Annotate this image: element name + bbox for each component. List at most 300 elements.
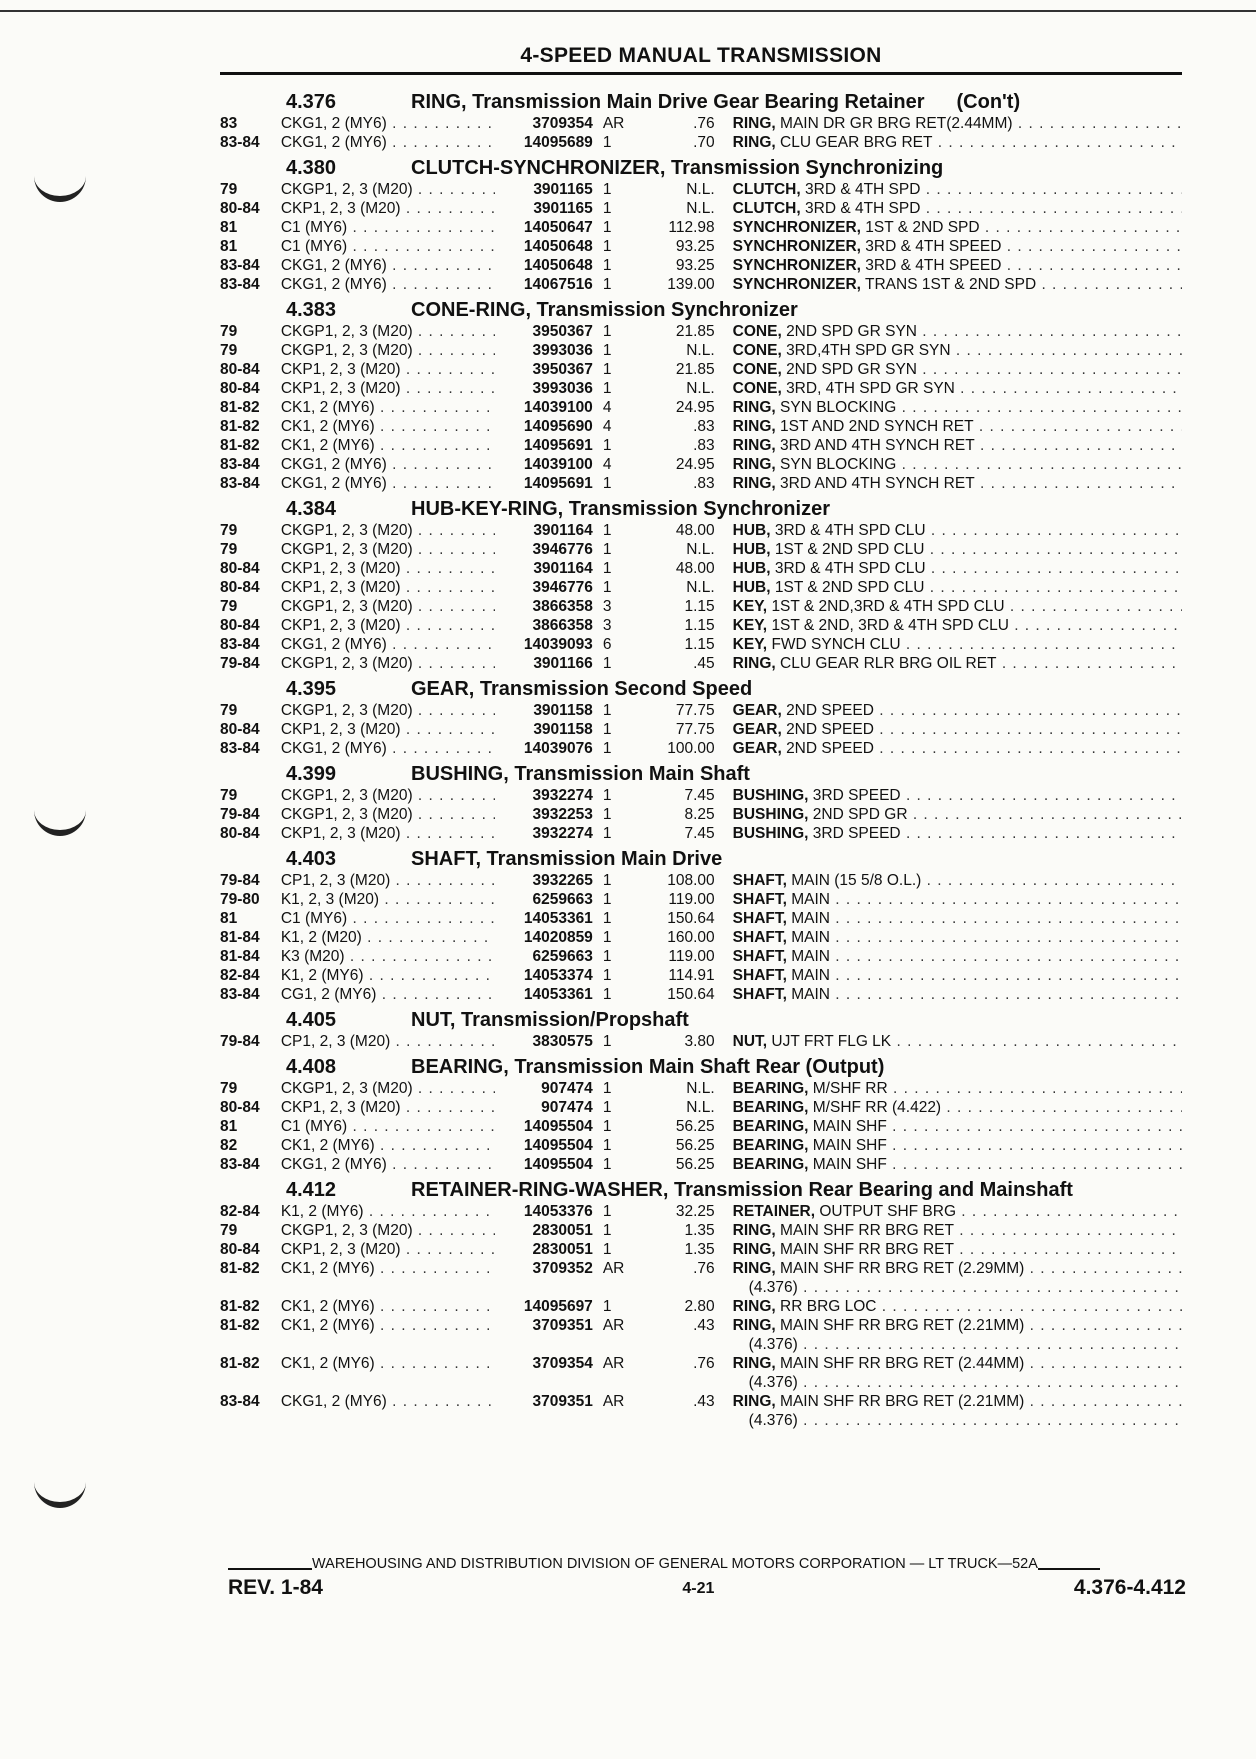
- description-line: [733, 909, 1182, 928]
- description-continuation: (4.376) . . .: [733, 1373, 1182, 1392]
- part-detail: MAIN DR GR BRG RET(2.44MM): [780, 115, 1013, 132]
- price: N.L.: [686, 181, 715, 198]
- part-description: [715, 1136, 1182, 1155]
- part-description: [715, 180, 1182, 199]
- section-header: [220, 1174, 1182, 1202]
- model-years: 79: [220, 181, 238, 198]
- part-number: 14067516: [523, 276, 593, 293]
- part-row: [220, 218, 1182, 237]
- part-description: [715, 928, 1182, 947]
- model-code: CP1, 2, 3 (M20) . . .: [281, 1032, 495, 1051]
- part-description: [715, 616, 1182, 635]
- part-description: [715, 597, 1182, 616]
- part-description: [715, 1221, 1182, 1240]
- part-detail: MAIN SHF: [812, 1137, 887, 1154]
- model-years: 80-84: [220, 721, 260, 738]
- section-code: 4.384: [286, 498, 337, 520]
- model-years: 81-84: [220, 929, 260, 946]
- description-line: [733, 114, 1182, 133]
- part-noun: SYNCHRONIZER,: [732, 276, 861, 293]
- price: 108.00: [667, 872, 715, 889]
- part-detail: FWD SYNCH CLU: [771, 636, 901, 653]
- part-detail: MAIN: [791, 891, 830, 908]
- section-title: HUB-KEY-RING, Transmission Synchronizer: [411, 498, 830, 520]
- model-years: 80-84: [220, 617, 260, 634]
- model-code: K3 (M20) . . .: [281, 947, 495, 966]
- part-description: [715, 1297, 1182, 1316]
- part-number: 14095691: [523, 475, 593, 492]
- price: 21.85: [675, 361, 715, 378]
- description-line: [733, 635, 1182, 654]
- part-detail: MAIN SHF RR BRG RET (2.44MM): [780, 1355, 1025, 1372]
- part-number: 3946776: [532, 579, 593, 596]
- price: 93.25: [675, 238, 715, 255]
- model-years: 81-82: [220, 418, 260, 435]
- part-number: 14053361: [523, 986, 593, 1003]
- model-code: C1 (MY6) . . .: [281, 237, 495, 256]
- price: .43: [693, 1317, 715, 1334]
- part-noun: RING,: [732, 475, 776, 492]
- part-number: 3709351: [532, 1317, 593, 1334]
- part-detail: 3RD & 4TH SPD: [805, 181, 921, 198]
- model-code: K1, 2 (M20) . . .: [281, 928, 495, 947]
- model-code: CKGP1, 2, 3 (M20) . . .: [281, 597, 495, 616]
- part-detail: M/SHF RR (4.422): [812, 1099, 942, 1116]
- part-row: [220, 928, 1182, 947]
- part-number: 3901158: [533, 721, 593, 738]
- part-detail: 1ST AND 2ND SYNCH RET: [780, 418, 974, 435]
- part-noun: CONE,: [732, 361, 782, 378]
- section-header: [220, 493, 1182, 521]
- part-row: [220, 1079, 1182, 1098]
- part-noun: KEY,: [732, 636, 768, 653]
- part-number: 3950367: [532, 323, 593, 340]
- price: 114.91: [668, 967, 715, 984]
- part-number: 14095504: [523, 1118, 593, 1135]
- part-detail: 3RD & 4TH SPD: [805, 200, 921, 217]
- part-detail: 3RD SPEED: [812, 787, 901, 804]
- section-code: 4.380: [286, 157, 337, 179]
- part-description: [715, 275, 1182, 294]
- part-detail: SYN BLOCKING: [780, 456, 897, 473]
- price: 1.15: [684, 636, 715, 653]
- part-description: [715, 720, 1182, 739]
- description-line: [733, 1297, 1182, 1316]
- model-years: 83-84: [220, 740, 260, 757]
- price: 160.00: [667, 929, 715, 946]
- description-line: [733, 436, 1182, 455]
- description-continuation: (4.376) . . .: [733, 1411, 1182, 1430]
- part-detail: RR BRG LOC: [780, 1298, 877, 1315]
- price: .76: [693, 1260, 715, 1277]
- part-row: [220, 133, 1182, 152]
- part-number: 3709354: [532, 1355, 593, 1372]
- part-detail: 2ND SPEED: [786, 721, 874, 738]
- section-title: SHAFT, Transmission Main Drive: [411, 848, 723, 870]
- price: 119.00: [668, 891, 715, 908]
- price: 1.35: [684, 1241, 715, 1258]
- part-description: [715, 635, 1182, 654]
- part-description: [715, 341, 1182, 360]
- quantity: 3: [602, 617, 612, 634]
- model-code: CK1, 2 (MY6) . . .: [281, 1259, 495, 1297]
- part-number: 3866358: [532, 598, 593, 615]
- part-noun: SYNCHRONIZER,: [732, 238, 861, 255]
- catalog-section: [220, 1174, 1182, 1430]
- part-row: [220, 1117, 1182, 1136]
- part-number: 3932274: [532, 825, 593, 842]
- model-code: CK1, 2 (MY6) . . .: [281, 436, 495, 455]
- section-code: 4.376: [286, 91, 337, 113]
- price: 24.95: [675, 399, 715, 416]
- part-number: 3932274: [532, 787, 593, 804]
- model-years: 80-84: [220, 825, 260, 842]
- description-line: [733, 1221, 1182, 1240]
- section-title: RING, Transmission Main Drive Gear Bearing Retainer: [411, 91, 925, 113]
- part-description: [715, 417, 1182, 436]
- model-years: 79-84: [220, 655, 260, 672]
- part-number: 3932265: [532, 872, 593, 889]
- model-years: 81: [220, 910, 238, 927]
- part-noun: CONE,: [732, 342, 782, 359]
- part-description: [715, 1155, 1182, 1174]
- model-code: CK1, 2 (MY6) . . .: [281, 417, 495, 436]
- part-noun: NUT,: [732, 1033, 768, 1050]
- catalog-section: [220, 673, 1182, 758]
- model-years: 82-84: [220, 967, 260, 984]
- part-row: [220, 871, 1182, 890]
- model-years: 79-84: [220, 1033, 260, 1050]
- part-detail: CLU GEAR RLR BRG OIL RET: [780, 655, 997, 672]
- model-years: 79: [220, 702, 238, 719]
- quantity: AR: [602, 1393, 625, 1410]
- model-code: CKGP1, 2, 3 (M20) . . .: [281, 341, 495, 360]
- model-years: 79: [220, 342, 238, 359]
- model-code: CKG1, 2 (MY6) . . .: [281, 114, 495, 133]
- part-detail: 3RD & 4TH SPEED: [865, 238, 1002, 255]
- model-code: CKP1, 2, 3 (M20) . . .: [281, 559, 495, 578]
- part-noun: CONE,: [732, 380, 782, 397]
- price: 77.75: [675, 721, 715, 738]
- model-years: 83-84: [220, 1156, 260, 1173]
- model-code: CK1, 2 (MY6) . . .: [281, 1297, 495, 1316]
- description-line: [733, 417, 1182, 436]
- part-row: [220, 1032, 1182, 1051]
- part-number: 3901158: [533, 702, 593, 719]
- part-noun: SHAFT,: [732, 948, 787, 965]
- section-header: [220, 86, 1182, 114]
- price: 32.25: [675, 1203, 715, 1220]
- part-detail: 2ND SPEED: [786, 740, 874, 757]
- model-code: CKP1, 2, 3 (M20) . . .: [281, 1098, 495, 1117]
- quantity: 1: [602, 1080, 612, 1097]
- description-line: [733, 1392, 1182, 1411]
- part-row: [220, 739, 1182, 758]
- quantity: 1: [602, 1298, 612, 1315]
- model-years: 79: [220, 1222, 238, 1239]
- part-row: [220, 1136, 1182, 1155]
- quantity: 1: [602, 702, 612, 719]
- part-row: [220, 805, 1182, 824]
- model-years: 80-84: [220, 560, 260, 577]
- catalog-section: [220, 758, 1182, 843]
- quantity: 1: [602, 929, 612, 946]
- price: .43: [693, 1393, 715, 1410]
- model-years: 83-84: [220, 1393, 260, 1410]
- part-detail: 3RD AND 4TH SYNCH RET: [780, 437, 975, 454]
- part-number: 14095697: [523, 1298, 593, 1315]
- part-detail: 3RD & 4TH SPD CLU: [774, 560, 926, 577]
- quantity: AR: [602, 1260, 625, 1277]
- part-description: [715, 1259, 1182, 1297]
- part-number: 3901164: [533, 560, 593, 577]
- part-row: [220, 947, 1182, 966]
- part-description: [715, 199, 1182, 218]
- model-years: 79: [220, 323, 238, 340]
- price: 93.25: [675, 257, 715, 274]
- section-header: [220, 843, 1182, 871]
- description-line: [733, 521, 1182, 540]
- description-line: [733, 871, 1182, 890]
- model-years: 83-84: [220, 257, 260, 274]
- part-number: 14050647: [523, 219, 593, 236]
- price: N.L.: [686, 342, 715, 359]
- description-line: [733, 1259, 1182, 1278]
- part-row: [220, 1297, 1182, 1316]
- part-description: [715, 805, 1182, 824]
- part-noun: RING,: [732, 1222, 776, 1239]
- quantity: 1: [602, 740, 612, 757]
- part-noun: RING,: [732, 1298, 776, 1315]
- part-description: [715, 654, 1182, 673]
- part-row: [220, 114, 1182, 133]
- description-line: [733, 379, 1182, 398]
- part-number: 3901165: [533, 200, 593, 217]
- description-line: [733, 578, 1182, 597]
- price: 8.25: [684, 806, 715, 823]
- section-header: [220, 758, 1182, 786]
- description-line: [733, 322, 1182, 341]
- price: 1.35: [684, 1222, 715, 1239]
- price: 7.45: [684, 825, 715, 842]
- part-detail: MAIN SHF RR BRG RET: [780, 1241, 954, 1258]
- description-line: [733, 786, 1182, 805]
- quantity: 4: [602, 418, 612, 435]
- part-row: [220, 597, 1182, 616]
- part-detail: 2ND SPD GR: [812, 806, 908, 823]
- part-description: [715, 540, 1182, 559]
- part-number: 3993036: [532, 380, 593, 397]
- model-years: 79: [220, 522, 238, 539]
- part-row: [220, 474, 1182, 493]
- quantity: AR: [602, 1317, 625, 1334]
- description-line: [733, 1202, 1182, 1221]
- section-code: 4.412: [286, 1179, 337, 1201]
- model-code: CKG1, 2 (MY6) . . .: [281, 474, 495, 493]
- part-noun: RING,: [732, 1260, 776, 1277]
- price: 2.80: [684, 1298, 715, 1315]
- part-description: [715, 1240, 1182, 1259]
- quantity: AR: [602, 1355, 625, 1372]
- part-row: [220, 1221, 1182, 1240]
- part-row: [220, 360, 1182, 379]
- part-row: [220, 1098, 1182, 1117]
- part-number: 14039100: [523, 399, 593, 416]
- part-detail: MAIN (15 5/8 O.L.): [791, 872, 922, 889]
- part-noun: BUSHING,: [732, 787, 809, 804]
- description-line: [733, 199, 1182, 218]
- part-description: [715, 1316, 1182, 1354]
- part-description: [715, 379, 1182, 398]
- part-detail: 3RD,4TH SPD GR SYN: [786, 342, 951, 359]
- part-description: [715, 985, 1182, 1004]
- part-detail: MAIN: [791, 967, 830, 984]
- part-detail: MAIN SHF: [812, 1118, 887, 1135]
- part-detail: MAIN SHF RR BRG RET (2.21MM): [780, 1317, 1025, 1334]
- part-noun: RING,: [732, 437, 776, 454]
- part-number: 907474: [541, 1080, 593, 1097]
- part-description: [715, 133, 1182, 152]
- part-noun: BEARING,: [732, 1118, 809, 1135]
- price: 56.25: [675, 1156, 715, 1173]
- section-title: CONE-RING, Transmission Synchronizer: [411, 299, 798, 321]
- quantity: 1: [602, 475, 612, 492]
- price: 112.98: [668, 219, 715, 236]
- model-code: CP1, 2, 3 (M20) . . .: [281, 871, 495, 890]
- price: 119.00: [668, 948, 715, 965]
- part-noun: RING,: [732, 399, 776, 416]
- price: .83: [693, 437, 715, 454]
- price: 1.15: [684, 617, 715, 634]
- part-noun: SHAFT,: [732, 929, 787, 946]
- model-years: 81-84: [220, 948, 260, 965]
- part-number: 14095690: [523, 418, 593, 435]
- part-description: [715, 436, 1182, 455]
- model-years: 81-82: [220, 1317, 260, 1334]
- model-code: CKG1, 2 (MY6) . . .: [281, 1392, 495, 1430]
- model-years: 79: [220, 541, 238, 558]
- quantity: 1: [602, 910, 612, 927]
- model-years: 83-84: [220, 475, 260, 492]
- model-code: CKG1, 2 (MY6) . . .: [281, 1155, 495, 1174]
- model-code: CKGP1, 2, 3 (M20) . . .: [281, 540, 495, 559]
- quantity: 1: [602, 1137, 612, 1154]
- part-row: [220, 341, 1182, 360]
- price: .83: [693, 418, 715, 435]
- quantity: 1: [602, 806, 612, 823]
- model-years: 81: [220, 238, 238, 255]
- page-title: 4-SPEED MANUAL TRANSMISSION: [520, 44, 882, 67]
- part-detail: UJT FRT FLG LK: [771, 1033, 892, 1050]
- part-description: [715, 256, 1182, 275]
- description-line: [733, 398, 1182, 417]
- quantity: 1: [602, 342, 612, 359]
- part-number: 14053374: [523, 967, 593, 984]
- price: 24.95: [675, 456, 715, 473]
- model-years: 79: [220, 598, 238, 615]
- description-line: [733, 1316, 1182, 1335]
- part-number: 14053376: [523, 1203, 593, 1220]
- part-row: [220, 616, 1182, 635]
- part-number: 3950367: [532, 361, 593, 378]
- quantity: 1: [602, 579, 612, 596]
- quantity: 1: [602, 219, 612, 236]
- part-number: 14039076: [523, 740, 593, 757]
- model-years: 80-84: [220, 361, 260, 378]
- model-code: CG1, 2 (MY6) . . .: [281, 985, 495, 1004]
- section-header: [220, 673, 1182, 701]
- model-years: 81-82: [220, 1260, 260, 1277]
- revision-label: REV. 1-84: [228, 1576, 323, 1599]
- price: N.L.: [686, 200, 715, 217]
- description-line: [733, 455, 1182, 474]
- part-row: [220, 654, 1182, 673]
- part-row: [220, 540, 1182, 559]
- part-row: [220, 909, 1182, 928]
- binder-hole-mark: [34, 1476, 86, 1508]
- model-years: 83-84: [220, 456, 260, 473]
- part-row: [220, 1316, 1182, 1354]
- model-code: CKGP1, 2, 3 (M20) . . .: [281, 322, 495, 341]
- model-years: 79-80: [220, 891, 260, 908]
- parts-catalog: [220, 86, 1182, 1430]
- part-noun: SHAFT,: [732, 910, 787, 927]
- description-line: [733, 341, 1182, 360]
- part-number: 3709352: [532, 1260, 593, 1277]
- part-detail: 1ST & 2ND,3RD & 4TH SPD CLU: [771, 598, 1005, 615]
- part-description: [715, 1079, 1182, 1098]
- part-number: 2830051: [532, 1222, 593, 1239]
- part-description: [715, 909, 1182, 928]
- part-noun: CONE,: [732, 323, 782, 340]
- model-code: CKGP1, 2, 3 (M20) . . .: [281, 805, 495, 824]
- price: 48.00: [675, 522, 715, 539]
- part-noun: BUSHING,: [732, 825, 809, 842]
- part-number: 14053361: [523, 910, 593, 927]
- part-row: [220, 417, 1182, 436]
- part-noun: RING,: [732, 418, 776, 435]
- part-number: 14095691: [523, 437, 593, 454]
- price: 150.64: [667, 910, 715, 927]
- part-description: [715, 1098, 1182, 1117]
- price: N.L.: [686, 579, 715, 596]
- part-row: [220, 237, 1182, 256]
- description-line: [733, 1354, 1182, 1373]
- quantity: 1: [602, 986, 612, 1003]
- part-noun: SHAFT,: [732, 891, 787, 908]
- part-description: [715, 966, 1182, 985]
- part-noun: RING,: [732, 456, 776, 473]
- model-code: CK1, 2 (MY6) . . .: [281, 1136, 495, 1155]
- description-line: [733, 1098, 1182, 1117]
- part-number: 3993036: [532, 342, 593, 359]
- model-years: 81-82: [220, 1355, 260, 1372]
- footer: [228, 1576, 1186, 1600]
- part-description: [715, 890, 1182, 909]
- part-detail: MAIN SHF RR BRG RET: [780, 1222, 954, 1239]
- part-detail: SYN BLOCKING: [780, 399, 897, 416]
- part-number: 14050648: [523, 257, 593, 274]
- price: 7.45: [684, 787, 715, 804]
- model-years: 80-84: [220, 1241, 260, 1258]
- description-line: [733, 540, 1182, 559]
- part-noun: RING,: [732, 1241, 776, 1258]
- model-code: C1 (MY6) . . .: [281, 1117, 495, 1136]
- description-line: [733, 739, 1182, 758]
- model-code: CKG1, 2 (MY6) . . .: [281, 133, 495, 152]
- section-title: BUSHING, Transmission Main Shaft: [411, 763, 750, 785]
- description-line: [733, 133, 1182, 152]
